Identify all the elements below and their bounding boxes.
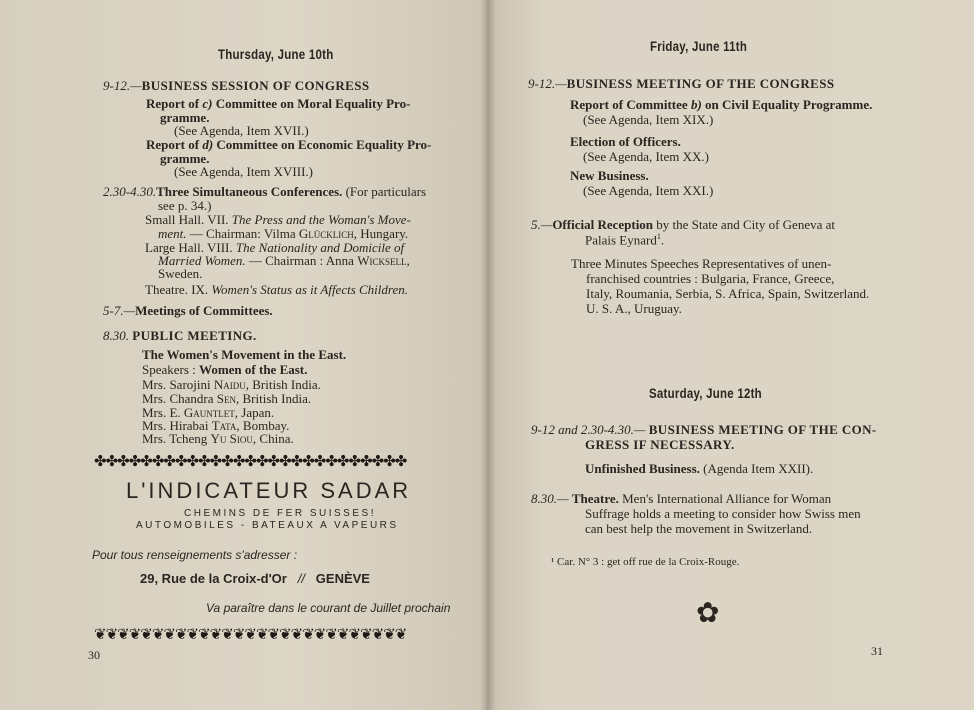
session-business-meeting: 9-12.—BUSINESS MEETING OF THE CONGRESS — [528, 76, 835, 91]
new-business-agenda: (See Agenda, Item XXI.) — [583, 183, 714, 198]
ad-border-bottom: ❦❦❦❦❦❦❦❦❦❦❦❦❦❦❦❦❦❦❦❦❦❦❦❦❦❦❦ — [94, 627, 407, 643]
session-public-meeting: 8.30. PUBLIC MEETING. — [103, 328, 257, 343]
speaker-2: Mrs. Chandra Sen, British India. — [142, 391, 312, 406]
report-c-line2: gramme. — [160, 110, 210, 125]
ad-info-line: Pour tous renseignements s'adresser : — [92, 548, 298, 562]
report-d-line2: gramme. — [160, 151, 210, 166]
election-officers: Election of Officers. — [570, 134, 681, 149]
speeches-line-3: Italy, Roumania, Serbia, S. Africa, Spain, Switzerland. — [586, 286, 870, 301]
right-page — [487, 0, 974, 710]
ad-line-transport: AUTOMOBILES - BATEAUX A VAPEURS — [136, 520, 399, 531]
speaker-4: Mrs. Hirabai Tata, Bombay. — [142, 418, 290, 433]
reception-venue: Palais Eynard$^1$. — [585, 232, 665, 248]
theatre-line-2: Suffrage holds a meeting to consider how Swiss men — [585, 506, 861, 521]
saturday-header: Saturday, June 12th — [649, 385, 762, 401]
conference-large-hall: Large Hall. VIII. The Nationality and Domicile of — [145, 240, 405, 255]
session-saturday: 9-12 and 2.30-4.30.— BUSINESS MEETING OF THE CON- — [531, 422, 877, 437]
conferences-note: see p. 34.) — [158, 198, 212, 213]
conference-large-hall-3: Sweden. — [158, 266, 203, 281]
report-b-agenda: (See Agenda, Item XIX.) — [583, 112, 714, 127]
report-c-line: Report of c) Committee on Moral Equality Pro- — [146, 96, 411, 111]
report-d-line: Report of d) Committee on Economic Equality Pro- — [146, 137, 432, 152]
public-meeting-speakers: Speakers : Women of the East. — [142, 362, 308, 377]
flower-ornament-icon: ✿ — [696, 598, 720, 629]
left-page-header: Thursday, June 10th — [218, 46, 334, 62]
public-meeting-subtitle: The Women's Movement in the East. — [142, 347, 347, 362]
speaker-1: Mrs. Sarojini Naidu, British India. — [142, 377, 321, 392]
speeches-line-4: U. S. A., Uruguay. — [586, 301, 682, 316]
speaker-3: Mrs. E. Gauntlet, Japan. — [142, 405, 275, 420]
book-gutter — [480, 0, 496, 710]
footnote: ¹ Car. N° 3 : get off rue de la Croix-Rouge. — [551, 556, 740, 568]
unfinished-business: Unfinished Business. (Agenda Item XXII). — [585, 461, 814, 476]
conference-large-hall-2: Married Women. — Chairman : Anna Wicksell, — [158, 253, 410, 268]
report-b-line: Report of Committee b) on Civil Equality Programme. — [570, 97, 873, 112]
session-business-congress: 9-12.—BUSINESS SESSION OF CONGRESS — [103, 78, 370, 93]
speaker-5: Mrs. Tcheng Yu Siou, China. — [142, 431, 294, 446]
official-reception: 5.—Official Reception by the State and City of Geneva at — [531, 217, 835, 232]
speeches-line-2: franchised countries : Bulgaria, France, Greece, — [586, 271, 835, 286]
right-page-header: Friday, June 11th — [650, 38, 748, 54]
session-saturday-2: GRESS IF NECESSARY. — [585, 437, 735, 452]
theatre-event: 8.30.— Theatre. Men's International Alliance for Woman — [531, 491, 832, 506]
session-conferences: 2.30-4.30.Three Simultaneous Conferences. (For particulars — [103, 184, 427, 199]
ad-title: L'INDICATEUR SADAR — [126, 478, 412, 503]
report-d-agenda: (See Agenda, Item XVIII.) — [174, 164, 313, 179]
report-c-agenda: (See Agenda, Item XVII.) — [174, 123, 309, 138]
speeches-line-1: Three Minutes Speeches Representatives of unen- — [571, 256, 832, 271]
conference-small-hall: Small Hall. VII. The Press and the Woman's Move- — [145, 212, 411, 227]
ad-line-railways: CHEMINS DE FER SUISSES! — [184, 508, 376, 519]
election-agenda: (See Agenda, Item XX.) — [583, 149, 709, 164]
theatre-line-3: can best help the movement in Switzerland. — [585, 521, 813, 536]
conference-theatre: Theatre. IX. Women's Status as it Affects Children. — [145, 282, 409, 297]
conference-small-hall-2: ment. — Chairman: Vilma Glücklich, Hungary. — [158, 226, 409, 241]
session-committees: 5-7.—Meetings of Committees. — [103, 303, 273, 318]
ad-border-top: ✤✤✤✤✤✤✤✤✤✤✤✤✤✤✤✤✤✤✤✤✤✤✤✤✤✤✤ — [94, 454, 407, 470]
new-business: New Business. — [570, 168, 649, 183]
ad-address: 29, Rue de la Croix-d'Or // GENÈVE — [140, 571, 370, 586]
ad-next-edition: Va paraître dans le courant de Juillet prochain — [206, 601, 451, 615]
page-number-right: 31 — [871, 644, 883, 658]
page-number-left: 30 — [88, 648, 100, 662]
